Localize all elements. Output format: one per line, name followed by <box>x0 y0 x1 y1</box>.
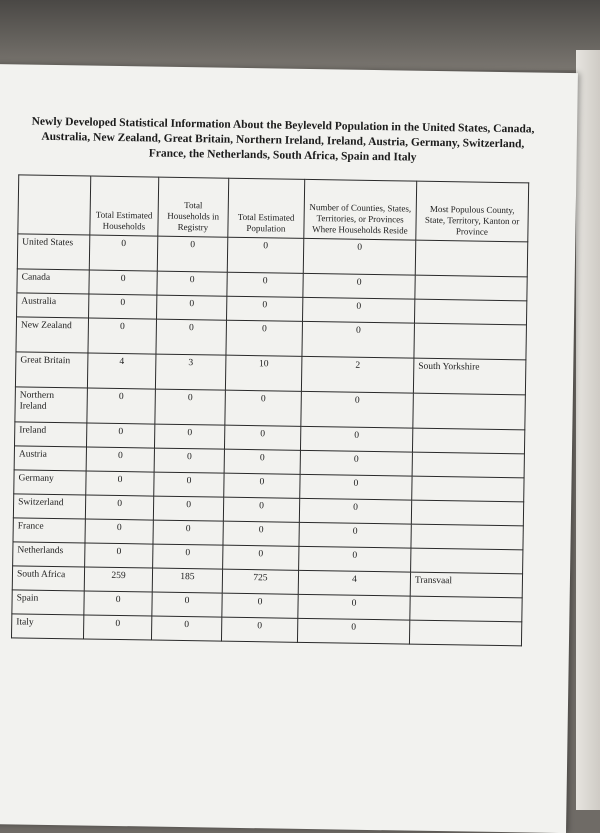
est-households-cell: 0 <box>89 270 157 295</box>
regions-cell: 0 <box>300 450 412 476</box>
est-households-cell: 0 <box>83 615 151 640</box>
population-cell: 0 <box>223 497 299 522</box>
country-cell: Switzerland <box>13 494 85 519</box>
est-households-cell: 4 <box>87 353 156 389</box>
registry-cell: 0 <box>157 236 228 272</box>
population-cell: 0 <box>227 272 303 297</box>
est-households-cell: 0 <box>86 423 154 448</box>
most-populous-cell <box>414 299 526 325</box>
regions-cell: 2 <box>301 356 414 393</box>
population-cell: 0 <box>224 449 300 474</box>
country-cell: Austria <box>14 446 86 471</box>
regions-cell: 0 <box>298 594 410 620</box>
most-populous-cell <box>412 452 524 478</box>
est-households-cell: 0 <box>87 388 156 424</box>
registry-cell: 0 <box>151 616 221 641</box>
most-populous-cell <box>413 393 526 430</box>
population-table <box>11 174 529 646</box>
population-cell: 0 <box>225 390 302 426</box>
country-cell: New Zealand <box>16 317 89 353</box>
registry-cell: 0 <box>153 496 223 521</box>
registry-cell: 0 <box>157 295 227 320</box>
regions-cell: 0 <box>303 238 416 275</box>
population-cell: 0 <box>226 320 303 356</box>
regions-cell: 0 <box>300 474 412 500</box>
country-cell: Germany <box>14 470 86 495</box>
population-cell: 0 <box>223 521 299 546</box>
country-cell: Canada <box>17 269 89 294</box>
most-populous-cell <box>411 548 523 574</box>
registry-cell: 0 <box>152 592 222 617</box>
country-cell: Great Britain <box>15 352 88 388</box>
regions-cell: 0 <box>297 618 409 644</box>
regions-cell: 4 <box>298 570 410 596</box>
most-populous-cell <box>415 240 528 277</box>
country-cell: Australia <box>17 293 89 318</box>
est-households-cell: 0 <box>88 318 157 354</box>
regions-cell: 0 <box>302 297 414 323</box>
est-households-cell: 0 <box>84 591 152 616</box>
registry-cell: 0 <box>153 520 223 545</box>
header-most-populous: Most Populous County, State, Territory, Kanton or Province <box>416 181 529 242</box>
registry-cell: 0 <box>154 448 224 473</box>
country-cell: Northern Ireland <box>15 387 88 423</box>
country-cell: Italy <box>11 614 83 639</box>
country-cell: Ireland <box>15 422 87 447</box>
most-populous-cell <box>411 500 523 526</box>
country-cell: South Africa <box>12 566 84 591</box>
population-cell: 0 <box>222 593 298 618</box>
header-regions: Number of Counties, States, Territories, or Provinces Where Households Reside <box>304 179 417 240</box>
regions-cell: 0 <box>301 391 414 428</box>
registry-cell: 0 <box>154 424 224 449</box>
header-population: Total Estimated Population <box>228 178 305 238</box>
most-populous-cell <box>415 275 527 301</box>
country-cell: Netherlands <box>13 542 85 567</box>
most-populous-cell: South Yorkshire <box>413 358 526 395</box>
header-registry: Total Households in Registry <box>158 177 229 237</box>
header-est-households: Total Estimated Households <box>90 176 159 236</box>
population-cell: 0 <box>227 237 304 273</box>
most-populous-cell <box>412 428 524 454</box>
registry-cell: 0 <box>153 544 223 569</box>
most-populous-cell <box>410 596 522 622</box>
header-country <box>18 175 91 235</box>
most-populous-cell <box>411 524 523 550</box>
registry-cell: 0 <box>156 319 227 355</box>
regions-cell: 0 <box>299 546 411 572</box>
population-cell: 0 <box>221 617 297 642</box>
registry-cell: 0 <box>155 389 226 425</box>
est-households-cell: 259 <box>84 567 152 592</box>
est-households-cell: 0 <box>85 543 153 568</box>
most-populous-cell <box>414 323 527 360</box>
est-households-cell: 0 <box>89 235 158 271</box>
population-cell: 0 <box>224 425 300 450</box>
regions-cell: 0 <box>303 273 415 299</box>
book-page <box>0 64 578 833</box>
registry-cell: 185 <box>152 568 222 593</box>
regions-cell: 0 <box>302 321 415 358</box>
country-cell: Spain <box>12 590 84 615</box>
page-title: Newly Developed Statistical Information About the Beyleveld Population in the United States, Canada, Australia, New Zealand, Great Britain, Northern Ireland, Ireland, Austria, Germany, Switzerland, France, the Netherlands, South Africa, Spain and Italy <box>31 115 535 164</box>
most-populous-cell: Transvaal <box>410 572 522 598</box>
country-cell: United States <box>17 234 90 270</box>
most-populous-cell <box>409 620 521 646</box>
est-households-cell: 0 <box>86 447 154 472</box>
regions-cell: 0 <box>299 522 411 548</box>
regions-cell: 0 <box>300 426 412 452</box>
est-households-cell: 0 <box>85 519 153 544</box>
population-cell: 0 <box>224 473 300 498</box>
registry-cell: 3 <box>155 354 226 390</box>
registry-cell: 0 <box>154 472 224 497</box>
most-populous-cell <box>412 476 524 502</box>
adjacent-page-edge <box>576 50 600 810</box>
population-cell: 0 <box>223 545 299 570</box>
table-header-row <box>18 175 529 242</box>
regions-cell: 0 <box>299 498 411 524</box>
population-cell: 725 <box>222 569 298 594</box>
population-cell: 10 <box>225 355 302 391</box>
population-cell: 0 <box>227 296 303 321</box>
est-households-cell: 0 <box>89 294 157 319</box>
registry-cell: 0 <box>157 271 227 296</box>
est-households-cell: 0 <box>85 495 153 520</box>
background-shadow <box>0 0 600 70</box>
country-cell: France <box>13 518 85 543</box>
est-households-cell: 0 <box>86 471 154 496</box>
